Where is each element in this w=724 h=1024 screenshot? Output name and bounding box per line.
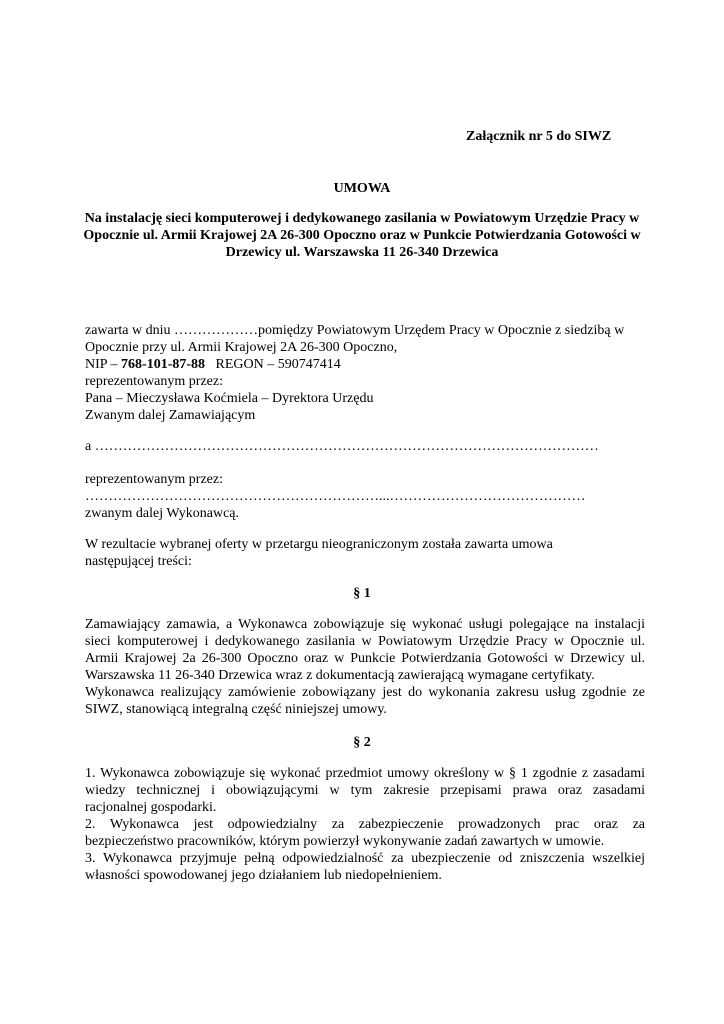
section-2-heading: § 2	[353, 735, 371, 750]
section-2-line: wiedzy technicznej i obowiązującymi w tym zakresie przepisami prawa oraz zasadami	[85, 783, 645, 798]
section-2-line: racjonalnej gospodarki.	[85, 800, 217, 815]
section-1-heading: § 1	[353, 586, 371, 601]
intro-block	[85, 536, 645, 570]
section-1-body	[85, 616, 645, 718]
section-1-line: sieci komputerowej i dedykowanego zasilania w Powiatowym Urzędzie Pracy w Opocznie ul.	[85, 634, 645, 649]
section-1-line: Armii Krajowej 2a 26-300 Opoczno oraz w Punkcie Potwierdzania Gotowości w Drzewicy ul.	[85, 651, 645, 666]
section-2-line: bezpieczeństwo pracowników, którym powierzył wykonywanie zadań zawartych w umowie.	[85, 834, 605, 849]
represented-by-2: reprezentowanym przez:	[85, 472, 223, 487]
contract-subject: Na instalację sieci komputerowej i dedykowanego zasilania w Powiatowym Urzędzie Pracy w Opocznie ul. Armii Krajowej 2A 26-300 Opoczno oraz w Punkcie Potwierdzania Gotowości w Drzewicy ul. Warszawska 11 26-340 Drzewica	[83, 211, 641, 260]
section-1-line: Zamawiający zamawia, a Wykonawca zobowiązuje się wykonać usługi polegające na instalacji	[85, 617, 645, 632]
section-2-line: 1. Wykonawca zobowiązuje się wykonać przedmiot umowy określony w § 1 zgodnie z zasadami	[85, 766, 645, 781]
parties-line-1: zawarta w dniu ………………pomiędzy Powiatowym Urzędem Pracy w Opocznie z siedzibą w	[85, 323, 625, 338]
parties-line-2: Opocznie przy ul. Armii Krajowej 2A 26-300 Opoczno,	[85, 340, 398, 355]
representative-dots: ………………………………………………………...……………………………………	[85, 489, 586, 504]
regon-value: REGON – 590747414	[205, 357, 341, 372]
representative-name: Pana – Mieczysława Koćmiela – Dyrektora Urzędu	[85, 391, 374, 406]
section-2-line: 3. Wykonawca przyjmuje pełną odpowiedzialność za ubezpieczenie od zniszczenia wszelkiej	[85, 851, 645, 866]
document-title: UMOWA	[333, 181, 391, 196]
attachment-label: Załącznik nr 5 do SIWZ	[466, 129, 612, 144]
ordering-party-alias: Zwanym dalej Zamawiającym	[85, 408, 256, 423]
section-1-line: SIWZ, stanowiącą integralną część niniejszej umowy.	[85, 702, 387, 717]
nip-value: 768-101-87-88	[121, 357, 206, 372]
contractor-alias: zwanym dalej Wykonawcą.	[85, 506, 240, 521]
section-1-line: Wykonawca realizujący zamówienie zobowiązany jest do wykonania zakresu usług zgodnie ze	[85, 685, 645, 700]
section-2-line: 2. Wykonawca jest odpowiedzialny za zabezpieczenie prowadzonych prac oraz za	[85, 817, 645, 832]
intro-line-1: W rezultacie wybranej oferty w przetargu nieograniczonym została zawarta umowa	[85, 537, 553, 552]
represented-by: reprezentowanym przez:	[85, 374, 223, 389]
section-1-line: Warszawska 11 26-340 Drzewica wraz z dokumentacją zawierającą wymagane certyfikaty.	[85, 668, 595, 683]
parties-block	[85, 322, 645, 424]
contractor-rep-block	[85, 471, 645, 522]
intro-line-2: następującej treści:	[85, 554, 192, 569]
section-2-body	[85, 765, 645, 884]
contractor-line: a ………………………………………………………………………………………………	[85, 439, 599, 454]
nip-label: NIP –	[85, 357, 122, 372]
contractor-block	[85, 438, 645, 455]
section-2-line: własności spowodowanej jego działaniem lub niedopełnieniem.	[85, 868, 442, 883]
nip-regon-line	[85, 356, 645, 373]
